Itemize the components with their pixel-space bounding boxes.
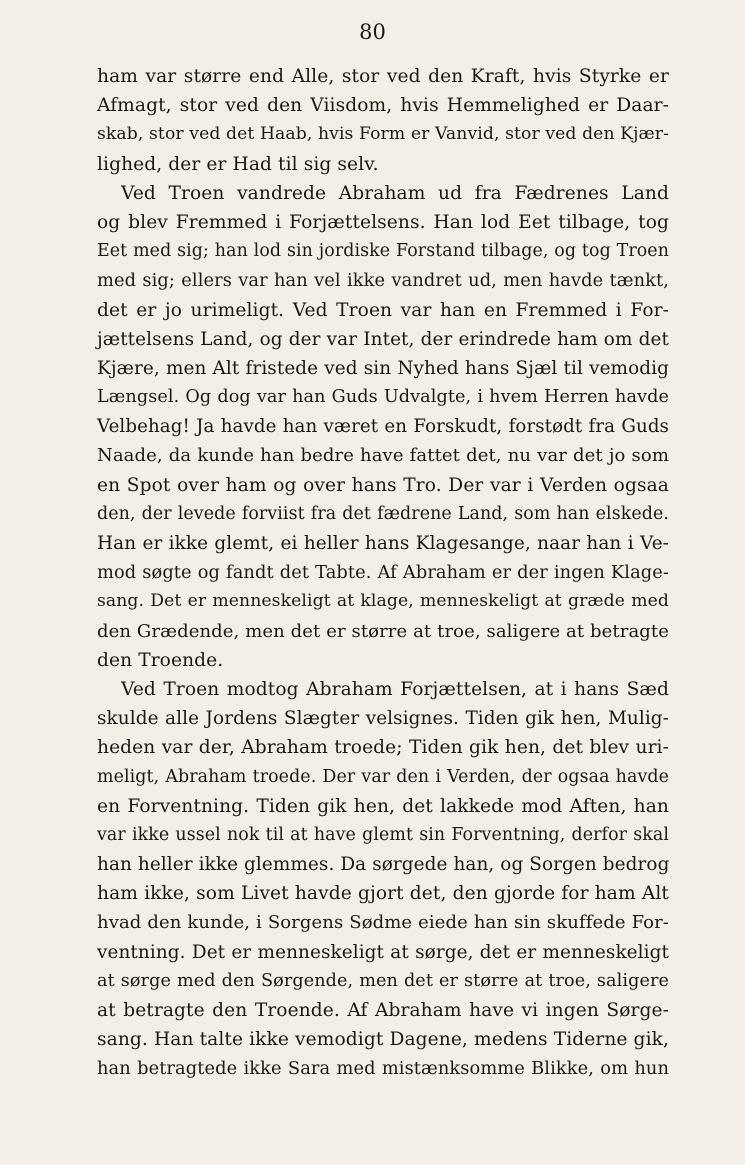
text-line: ham ikke, som Livet havde gjort det, den gjorde for ham Alt [97,883,669,905]
text-line: skulde alle Jordens Slægter velsignes. Tiden gik hen, Mulig- [97,708,669,730]
text-line: skab, stor ved det Haab, hvis Form er Vanvid, stor ved den Kjær- [97,124,670,145]
text-line: Kjære, men Alt fristede ved sin Nyhed hans Sjæl til vemodig [97,357,669,379]
text-line: Velbehag! Ja havde han været en Forskudt, forstødt fra Guds [97,416,669,438]
text-line: Eet med sig; han lod sin jordiske Forstand tilbage, og tog Troen [97,241,669,262]
text-line: hvad den kunde, i Sorgens Sødme eiede han sin skuffede For- [97,912,669,934]
text-line: han betragtede ikke Sara med mistænksomme Blikke, om hun [97,1058,669,1080]
text-line: en Forventning. Tiden gik hen, det lakkede mod Aften, han [97,795,669,817]
text-line: en Spot over ham og over hans Tro. Der var i Verden ogsaa [97,474,669,496]
text-line: det er jo urimeligt. Ved Troen var han en Fremmed i For- [97,299,669,321]
text-line: med sig; ellers var han vel ikke vandret ud, men havde tænkt, [97,270,669,292]
text-line: Ved Troen vandrede Abraham ud fra Fædrenes Land [121,182,669,204]
text-line: ventning. Det er menneskeligt at sørge, det er menneskeligt [97,941,669,963]
text-line: sang. Det er menneskeligt at klage, menneskeligt at græde med [97,591,669,612]
text-line: den Grædende, men det er større at troe, saligere at betragte [97,620,669,642]
text-line: meligt, Abraham troede. Der var den i Verden, der ogsaa havde [97,766,669,787]
text-line: Afmagt, stor ved den Viisdom, hvis Hemmelighed er Daar- [97,95,669,117]
text-line: Naade, da kunde han bedre have fattet det, nu var det jo som [97,445,669,467]
text-line: at betragte den Troende. Af Abraham have vi ingen Sørge- [97,1000,669,1021]
text-line: jættelsens Land, og der var Intet, der erindrede ham om det [97,328,669,350]
text-line: og blev Fremmed i Forjættelsens. Han lod Eet tilbage, tog [97,211,669,233]
text-line: Længsel. Og dog var han Guds Udvalgte, i hvem Herren havde [97,387,669,408]
text-line: mod søgte og fandt det Tabte. Af Abraham er der ingen Klage- [97,562,669,584]
page-number: 80 [359,20,386,44]
text-line: heden var der, Abraham troede; Tiden gik hen, det blev uri- [97,737,669,759]
text-line: den Troende. [97,649,224,671]
body-text [97,62,669,1084]
text-line: Han er ikke glemt, ei heller hans Klagesange, naar han i Ve- [97,533,669,554]
text-line: den, der levede forviist fra det fædrene Land, som han elskede. [97,503,669,524]
text-line: sang. Han talte ikke vemodigt Dagene, medens Tiderne gik, [97,1029,669,1051]
text-line: at sørge med den Sørgende, men det er større at troe, saligere [97,970,669,991]
text-line: Ved Troen modtog Abraham Forjættelsen, at i hans Sæd [121,678,669,700]
text-line: lighed, der er Had til sig selv. [97,153,379,175]
text-line: var ikke ussel nok til at have glemt sin Forventning, derfor skal [97,824,669,845]
text-line: ham var større end Alle, stor ved den Kraft, hvis Styrke er [97,66,669,87]
text-line: han heller ikke glemmes. Da sørgede han, og Sorgen bedrog [97,854,670,876]
